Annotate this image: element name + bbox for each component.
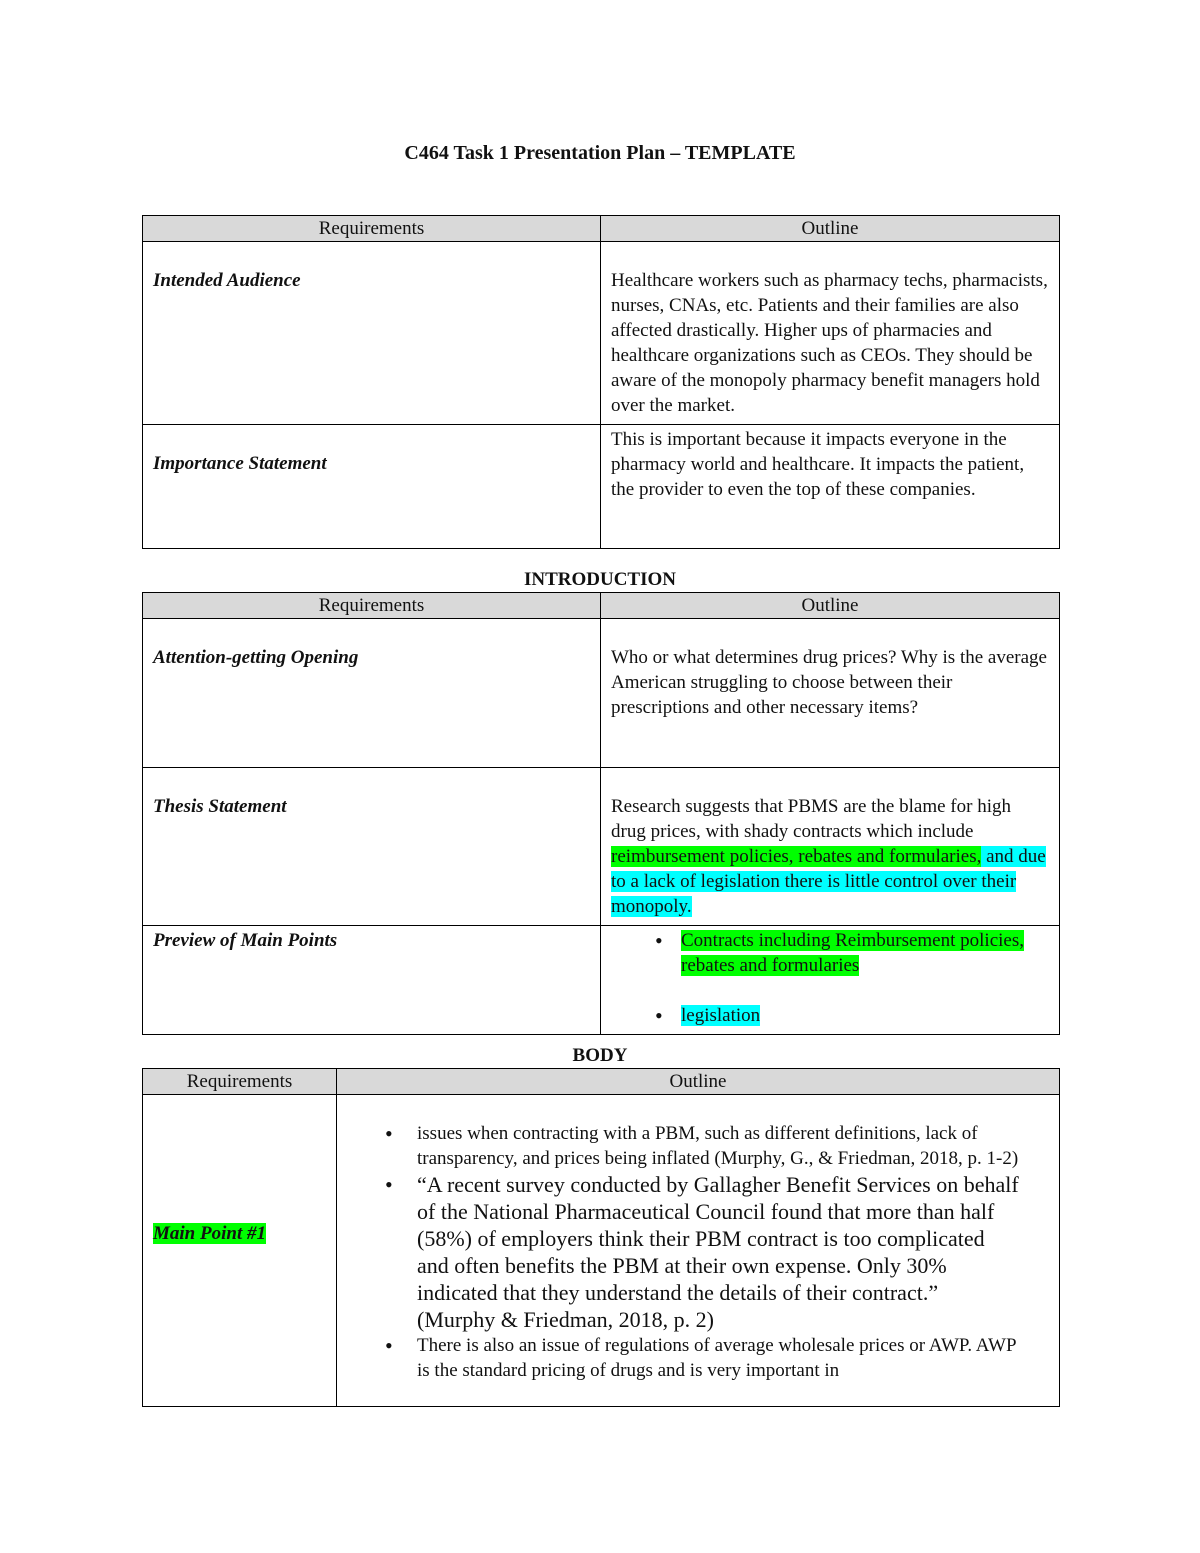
intended-audience-text: Healthcare workers such as pharmacy techs, pharmacists, nurses, CNAs, etc. Patients and their families are also affected drastically. Higher ups of pharmacies and healthcare organizations such as CEOs. They should be aware of the monopoly pharmacy benefit managers hold over the market. — [601, 242, 1060, 425]
outline-header: Outline — [601, 593, 1060, 619]
thesis-text-plain: Research suggests that PBMS are the blame for high drug prices, with shady contracts which include — [611, 796, 1011, 842]
thesis-highlight-green: reimbursement policies, rebates and formularies, — [611, 846, 982, 867]
main-point-1-cell — [143, 1095, 337, 1407]
thesis-highlight-cyan: and due to a lack of legislation there is little control over their monopoly. — [611, 846, 1046, 917]
thesis-statement-label: Thesis Statement — [143, 768, 601, 926]
main-point-1-label: Main Point #1 — [153, 1223, 266, 1244]
preview-main-points-cell — [601, 926, 1060, 1035]
requirements-header: Requirements — [143, 216, 601, 242]
thesis-statement-text — [601, 768, 1060, 926]
preview-main-points-label: Preview of Main Points — [143, 926, 601, 1035]
main-point-1-bullets — [347, 1121, 1019, 1383]
body-bullet: • issues when contracting with a PBM, such as different definitions, lack of transparency, and prices being inflated (Murphy, G., & Friedman, 2018, p. 1-2) — [347, 1121, 1019, 1171]
requirements-header: Requirements — [143, 593, 601, 619]
importance-statement-label: Importance Statement — [143, 425, 601, 549]
attention-opening-text: Who or what determines drug prices? Why is the average American struggling to choose between their prescriptions and other necessary items? — [601, 619, 1060, 768]
outline-header: Outline — [337, 1069, 1060, 1095]
requirements-header: Requirements — [143, 1069, 337, 1095]
preview-point: • Contracts including Reimbursement policies, rebates and formularies — [611, 928, 1049, 978]
page-title: C464 Task 1 Presentation Plan – TEMPLATE — [404, 142, 796, 164]
body-bullet: • There is also an issue of regulations of average wholesale prices or AWP. AWP is the standard pricing of drugs and is very important in — [347, 1333, 1019, 1383]
intended-audience-label: Intended Audience — [143, 242, 601, 425]
body-table — [142, 1068, 1060, 1407]
body-bullet: • “A recent survey conducted by Gallagher Benefit Services on behalf of the National Pharmaceutical Council found that more than half (58%) of employers think their PBM contract is too complicated and often benefits the PBM at their own expense. Only 30% indicated that they understand the details of their contract.” (Murphy & Friedman, 2018, p. 2) — [347, 1171, 1019, 1333]
body-heading: BODY — [572, 1045, 628, 1066]
preview-point: • legislation — [611, 1003, 1049, 1028]
introduction-heading: INTRODUCTION — [523, 569, 677, 590]
introduction-table — [142, 592, 1060, 1035]
main-point-1-outline — [337, 1095, 1060, 1407]
importance-statement-text: This is important because it impacts everyone in the pharmacy world and healthcare. It impacts the patient, the provider to even the top of these companies. — [601, 425, 1060, 549]
preview-points-list — [611, 928, 1049, 1028]
attention-opening-label: Attention-getting Opening — [143, 619, 601, 768]
outline-header: Outline — [601, 216, 1060, 242]
audience-table — [142, 215, 1060, 549]
